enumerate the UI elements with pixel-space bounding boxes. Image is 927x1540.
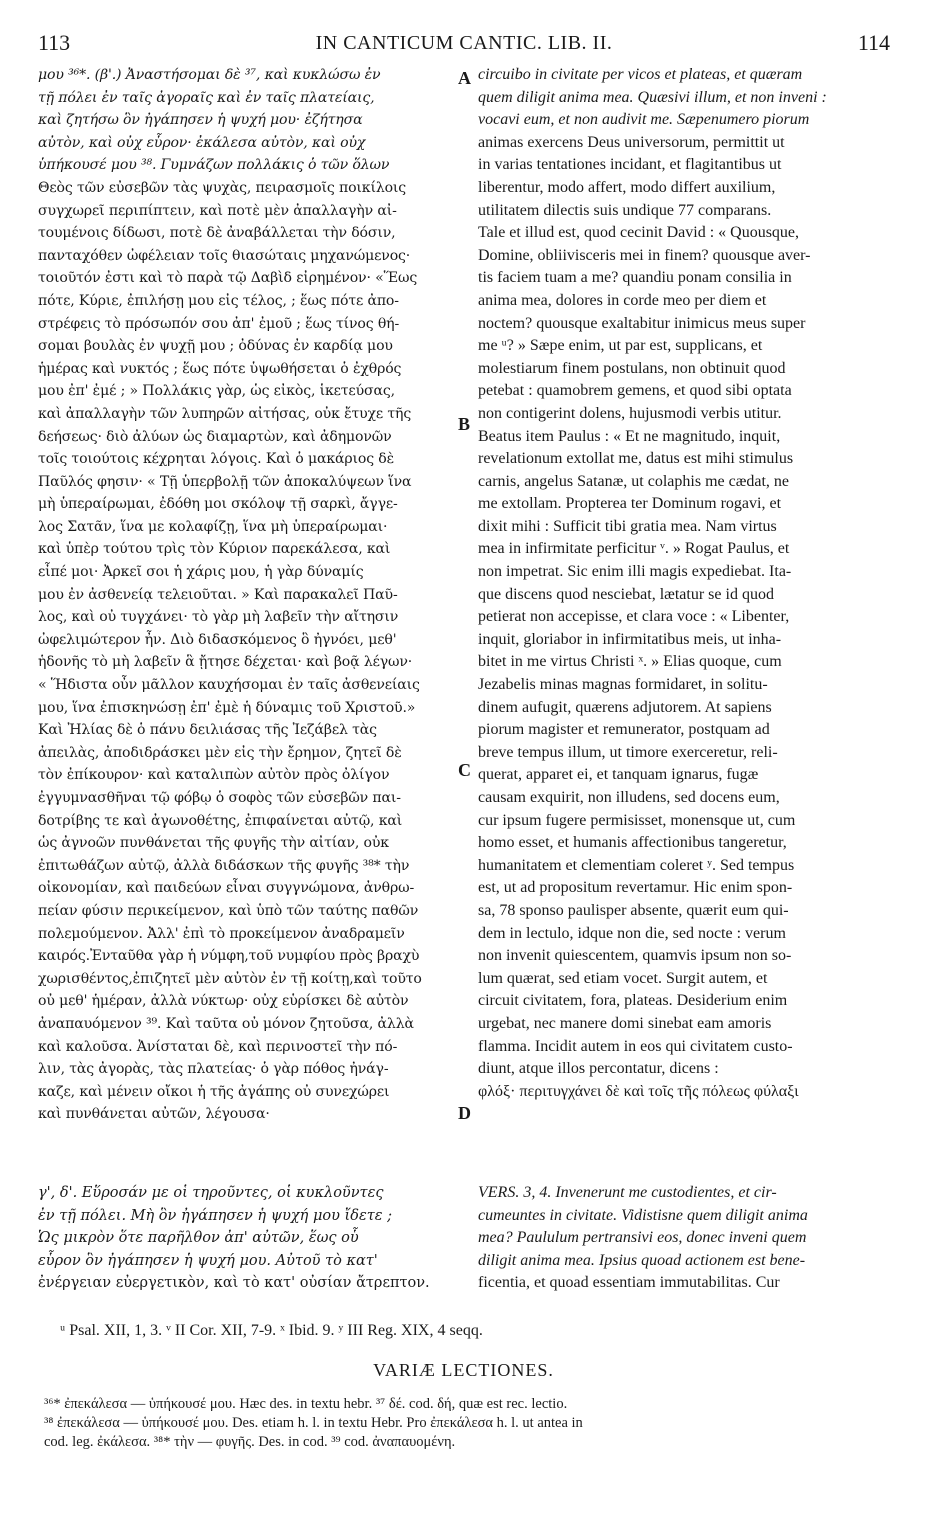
greek-text-line: ἡδονῆς τὸ μὴ λαβεῖν ἃ ᾔτησε δέχεται· καὶ βοᾷ λέγων· [38,654,413,671]
variant-readings [44,1395,890,1452]
latin-text-line: dixit mihi : Sufficit tibi gratia mea. Nam virtus [478,517,777,535]
latin-text-line: tis faciem tuam a me? quandiu ponam consilia in [478,269,792,287]
verse-latin-line: ficentia, et quoad essentiam immutabilitas. Cur [478,1274,780,1292]
page-header [38,30,890,60]
latin-text-line: quem diligit anima mea. Quæsivi illum, et non inveni : [478,88,827,106]
latin-text-line: homo esset, et humanis affectionibus tangeretur, [478,834,787,852]
latin-text-line: querat, apparet ei, et tanquam ignarus, fugæ [478,766,759,784]
greek-text-line: σομαι βουλὰς ἐν ψυχῇ μου ; ὀδύνας ἐν καρδίᾳ μου [38,338,393,355]
greek-text-line: καὶ καλοῦσα. Ἀνίσταται δὲ, καὶ περινοστεῖ τὴν πό- [38,1038,398,1055]
greek-text-line: πανταχόθεν ὠφέλειαν τοῖς θιασώταις μηχανώμενος· [38,247,411,264]
latin-text-line: petebat : quamobrem gemens, et quod sibi optata [478,382,792,400]
latin-text-line: Beatus item Paulus : « Et ne magnitudo, inquit, [478,427,781,445]
latin-text-line: φλόξ· περιτυγχάνει δὲ καὶ τοῖς τῆς πόλεως φύλαξι [478,1082,799,1100]
latin-text-line: vocavi eum, et non audivit me. Sæpenumero piorum [478,111,810,129]
greek-text-line: στρέφεις τὸ πρόσωπόν σου ἀπ' ἐμοῦ ; ἕως τίνος θή- [38,315,400,332]
greek-text-line: μου ³⁶*. (β'.) Ἀναστήσομαι δὲ ³⁷, καὶ κυκλώσω ἐν [38,67,381,83]
greek-text-line: ἀπειλὰς, ἀποδιδράσκει μὲν εἰς τὴν ἔρημον, ζητεῖ δὲ [38,744,402,761]
greek-text-line: τῇ πόλει ἐν ταῖς ἀγοραῖς καὶ ἐν ταῖς πλατείαις, [38,89,375,106]
verse-latin-line: mea? Paululum pertransivi eos, donec inveni quem [478,1229,807,1247]
greek-text-line: Θεὸς τῶν εὐσεβῶν τὰς ψυχὰς, πειρασμοῖς ποικίλοις [38,179,407,196]
verse-greek-line: εὗρον ὃν ἠγάπησεν ἡ ψυχή μου. Αὐτοῦ τὸ κατ' [38,1252,378,1269]
greek-text-line: τουμένοις δίδωσι, ποτὲ δὲ ἀναβάλλεται τὴν δόσιν, [38,225,396,242]
greek-text-line: πείαν φύσιν περικείμενον, καὶ ὑπὸ τῶν ταύτης παθῶν [38,902,419,919]
latin-text-line: flamma. Incidit autem in eos qui civitatem custo- [478,1037,793,1055]
latin-text-line: est, ut ad propositum revertamur. Hic enim spon- [478,879,793,897]
greek-text-line: μου ἐπ' ἐμέ ; » Πολλάκις γὰρ, ὡς εἰκὸς, ἱκετεύσας, [38,383,395,400]
latin-text-line: dem in lectulo, idque non die, sed nocte : verum [478,924,786,942]
latin-text-line: non impetrat. Sic enim illi magis expediebat. Ita- [478,563,792,581]
latin-text-line: carnis, angelus Satanæ, ut colaphis me cædat, ne [478,472,790,490]
latin-text-line: causam exquirit, non illudens, sed docens eum, [478,789,780,806]
greek-text-line: ὠφελιμώτερον ἦν. Διὸ διδασκόμενος ὃ ἠγνόει, μεθ' [38,631,397,648]
greek-text-line: « Ἥδιστα οὖν μᾶλλον καυχήσομαι ἐν ταῖς ἀσθενείαις [38,677,420,694]
margin-letter-a: A [458,68,471,88]
greek-text-line: πότε, Κύριε, ἐπιλήσῃ μου εἰς τέλος, ; ἕως πότε ἀπο- [38,292,399,309]
greek-text-line: Καὶ Ἠλίας δὲ ὁ πάνυ δειλιάσας τῆς Ἰεζάβελ τὰς [38,722,377,739]
footnote-references: ᵘ Psal. XII, 1, 3. ᵛ II Cor. XII, 7-9. ˣ Ibid. 9. ʸ III Reg. XIX, 4 seqq. [60,1322,483,1339]
greek-text-line: ὡς ἀγνοῶν πυνθάνεται τῆς φυγῆς τὴν αἰτίαν, οὐκ [38,835,389,852]
latin-text-line: me ᵘ? » Sæpe enim, ut par est, supplicans, et [478,337,763,355]
verse-greek-line: Ὡς μικρὸν ὅτε παρῆλθον ἀπ' αὐτῶν, ἕως οὗ [38,1230,359,1247]
latin-text-line: anima mea, dolores in corde meo per diem et [478,291,767,309]
latin-text-line: in varias tentationes incidant, et flagitantibus ut [478,156,782,174]
verse-latin-line: VERS. 3, 4. Invenerunt me custodientes, et cir- [478,1184,777,1201]
verse-greek-line: ἐν τῇ πόλει. Μὴ ὃν ἠγάπησεν ἡ ψυχή μου ἴδετε ; [38,1207,393,1224]
greek-text-line: καὶ ζητήσω ὃν ἠγάπησεν ἡ ψυχή μου· ἐζήτησα [38,112,363,129]
variant-line: ³⁶* ἐπεκάλεσα — ὑπήκουσέ μου. Hæc des. in textu hebr. ³⁷ δέ. cod. δή, quæ est rec. lectio. [44,1396,568,1412]
greek-text-line: λος, καὶ οὐ τυγχάνει· τὸ γὰρ μὴ λαβεῖν τὴν αἴτησιν [38,609,399,626]
latin-text-line: sa, 78 sponso paulisper absente, quærit eum qui- [478,901,789,919]
latin-text-line: revelationum extollat me, datus est mihi stimulus [478,450,794,468]
greek-text-line: καζε, καὶ μένειν οἴκοι ἡ τῆς ἀγάπης οὐ συνεχώρει [38,1083,390,1100]
latin-text-line: inquit, gloriabor in infirmitatibus meis, ut inha- [478,630,782,648]
page-number-left: 113 [38,30,71,55]
greek-text-line: μου ἐν ἀσθενείᾳ τελειοῦται. » Καὶ παρακαλεῖ Παῦ- [38,586,398,603]
verse-latin-block [478,1182,890,1295]
latin-text-line: non contigerint dolens, hujusmodi verbis utitur. [478,404,782,422]
latin-text-line: circuit civitatem, fora, plateas. Desiderium enim [478,992,788,1010]
latin-text-line: liberentur, modo affert, modo differt auxilium, [478,178,776,196]
latin-text-line: molestiarum finem postulans, non obtinuit quod [478,359,786,377]
latin-text-line: lum quærat, sed etiam vocet. Surgit autem, et [478,969,768,987]
greek-text-line: τοῖς τοιούτοις κέχρηται λόγοις. Καὶ ὁ μακάριος δὲ [38,451,395,468]
latin-text-line: non invenit quiescentem, quamvis ipsum non so- [478,947,792,965]
greek-text-line: καὶ ἀπαλλαγὴν τῶν λυπηρῶν αἰτήσας, οὐκ ἔτυχε τῆς [38,405,412,422]
greek-text-line: μὴ ὑπεραίρωμαι, ἐδόθη μοι σκόλοψ τῇ σαρκὶ, ἄγγε- [38,496,398,513]
latin-text-line: dinem aufugit, quærens adjutorem. At sapiens [478,698,772,716]
latin-text-line: piorum magister et remunerator, postquam ad [478,721,770,739]
greek-text-line: ἐπιτωθάζων αὐτῷ, ἀλλὰ διδάσκων τῆς φυγῆς ³⁸* τὴν [38,857,410,874]
latin-text-line: Domine, obliivisceris mei in finem? quousque aver- [478,246,811,264]
latin-text-line: cur ipsum fugere permisisset, monensque ut, cum [478,811,796,829]
latin-column [478,64,890,1103]
variae-lectiones-title: VARIÆ LECTIONES. [373,1360,554,1380]
margin-letter-d: D [458,1103,471,1123]
latin-text-line: Tale et illud est, quod cecinit David : « Quousque, [478,224,800,242]
page-number-right: 114 [857,30,890,55]
greek-text-line: εἶπέ μοι· Ἀρκεῖ σοι ἡ χάρις μου, ἡ γὰρ δύναμίς [38,564,364,581]
greek-text-line: ἀναπαυόμενον ³⁹. Καὶ ταῦτα οὐ μόνον ζητοῦσα, ἀλλὰ [38,1015,414,1032]
greek-text-line: δεήσεως· διὸ ἀλύων ὡς διαμαρτὼν, καὶ ἀδημονῶν [38,428,392,445]
greek-text-line: τοιοῦτόν ἐστι καὶ τὸ παρὰ τῷ Δαβὶδ εἰρημένον· «Ἕως [38,270,418,287]
greek-text-line: καιρός.Ἐνταῦθα γὰρ ἡ νύμφη,τοῦ νυμφίου πρὸς βραχὺ [38,948,420,965]
latin-text-line: breve tempus illum, ut timore exerceretur, reli- [478,743,778,761]
variant-line: ³⁸ ἐπεκάλεσα — ὑπήκουσέ μου. Des. etiam h. l. in textu Hebr. Pro ἐπεκάλεσα h. l. ut antea in [44,1415,583,1431]
verse-greek-line: ἐνέργειαν εὐεργετικὸν, καὶ τὸ κατ' οὐσίαν ἄτρεπτον. [38,1275,430,1292]
verse-latin-line: diligit anima mea. Ipsius quoad actionem est bene- [478,1251,806,1269]
latin-text-line: me extollam. Propterea ter Dominum rogavi, et [478,495,782,513]
latin-text-line: que discens quod nesciebat, lætatur se id quod [478,585,774,603]
verse-greek-block [38,1182,458,1295]
margin-letter-c: C [458,760,471,780]
latin-text-line: utilitatem dilectis suis undique 77 comparans. [478,201,772,219]
greek-text-line: καὶ ὑπὲρ τούτου τρὶς τὸν Κύριον παρεκάλεσα, καὶ [38,541,391,558]
latin-text-line: mea in infirmitate perficitur ᵛ. » Rogat Paulus, et [478,540,790,558]
latin-text-line: noctem? quousque exaltabitur inimicus meus super [478,314,806,332]
latin-text-line: humanitatem et clementiam coleret ʸ. Sed tempus [478,856,795,874]
latin-text-line: diunt, atque illos percontatur, dicens : [478,1060,719,1078]
margin-letter-b: B [458,414,471,434]
greek-text-line: συγχωρεῖ περιπίπτειν, καὶ ποτὲ μὲν ἀπαλλαγὴν αἰ- [38,202,397,219]
greek-text-line: λιν, τὰς ἀγορὰς, τὰς πλατείας· ὁ γὰρ πόθος ἠνάγ- [38,1061,389,1078]
latin-text-line: urgebat, nec manere domi sinebat eam amoris [478,1014,772,1032]
verse-latin-line: cumeuntes in civitate. Vidistisne quem diligit anima [478,1206,808,1224]
greek-text-line: ἡμέρας καὶ νυκτός ; ἕως πότε ὑψωθήσεται ὁ ἐχθρός [38,360,402,377]
greek-text-line: Παῦλός φησιν· « Τῇ ὑπερβολῇ τῶν ἀποκαλύψεων ἵνα [38,473,412,490]
greek-text-line: τὸν ἐπίκουρον· καὶ καταλιπὼν αὐτὸν πρὸς ὀλίγον [38,767,390,784]
greek-text-line: καὶ πυνθάνεται αὐτῶν, λέγουσα· [38,1106,270,1123]
latin-text-line: animas exercens Deus universorum, permittit ut [478,133,785,151]
latin-text-line: circuibo in civitate per vicos et plateas, et quæram [478,66,803,83]
running-title: IN CANTICUM CANTIC. LIB. II. [315,32,613,54]
greek-column [38,64,458,1126]
greek-text-line: ὑπήκουσέ μου ³⁸. Γυμνάζων πολλάκις ὁ τῶν ὅλων [38,157,390,174]
greek-text-line: λος Σατᾶν, ἵνα με κολαφίζῃ, ἵνα μὴ ὑπεραίρωμαι· [38,518,388,535]
greek-text-line: πολεμούμενον. Ἀλλ' ἐπὶ τὸ προκείμενον ἀναδραμεῖν [38,925,405,942]
variant-line: cod. leg. ἐκάλεσα. ³⁸* τὴν — φυγῆς. Des. in cod. ³⁹ cod. ἀναπαυομένη. [44,1434,456,1450]
greek-text-line: αὐτὸν, καὶ οὐχ εὗρον· ἐκάλεσα αὐτὸν, καὶ οὐχ [38,134,366,151]
greek-text-line: μου, ἵνα ἐπισκηνώσῃ ἐπ' ἐμὲ ἡ δύναμις τοῦ Χριστοῦ.» [38,699,416,716]
greek-text-line: οἰκονομίαν, καὶ παιδεύων εἶναι συγγνώμονα, ἀνθρω- [38,880,415,897]
greek-text-line: οὐ μεθ' ἡμέραν, ἀλλὰ νύκτωρ· οὐχ εὑρίσκει δὲ αὐτὸν [38,993,409,1010]
latin-text-line: bitet in me virtus Christi ˣ. » Elias quoque, cum [478,653,782,671]
greek-text-line: δοτρίβης τε καὶ ἀγωνοθέτης, ἐπιφαίνεται αὐτῷ, καὶ [38,812,403,829]
greek-text-line: ἐγγυμνασθῆναι τῷ φόβῳ ὁ σοφὸς τῶν εὐσεβῶν παι- [38,790,401,806]
latin-text-line: Jezabelis minas magnas formidaret, in solitu- [478,676,768,694]
greek-text-line: χωρισθέντος,ἐπιζητεῖ μὲν αὐτὸν ἐν τῇ κοίτῃ,καὶ τοῦτο [38,970,422,987]
verse-greek-line: γ', δ'. Εὕροσάν με οἱ τηροῦντες, οἱ κυκλοῦντες [38,1185,384,1201]
latin-text-line: petierat non accepisse, et clara voce : « Libenter, [478,608,790,626]
